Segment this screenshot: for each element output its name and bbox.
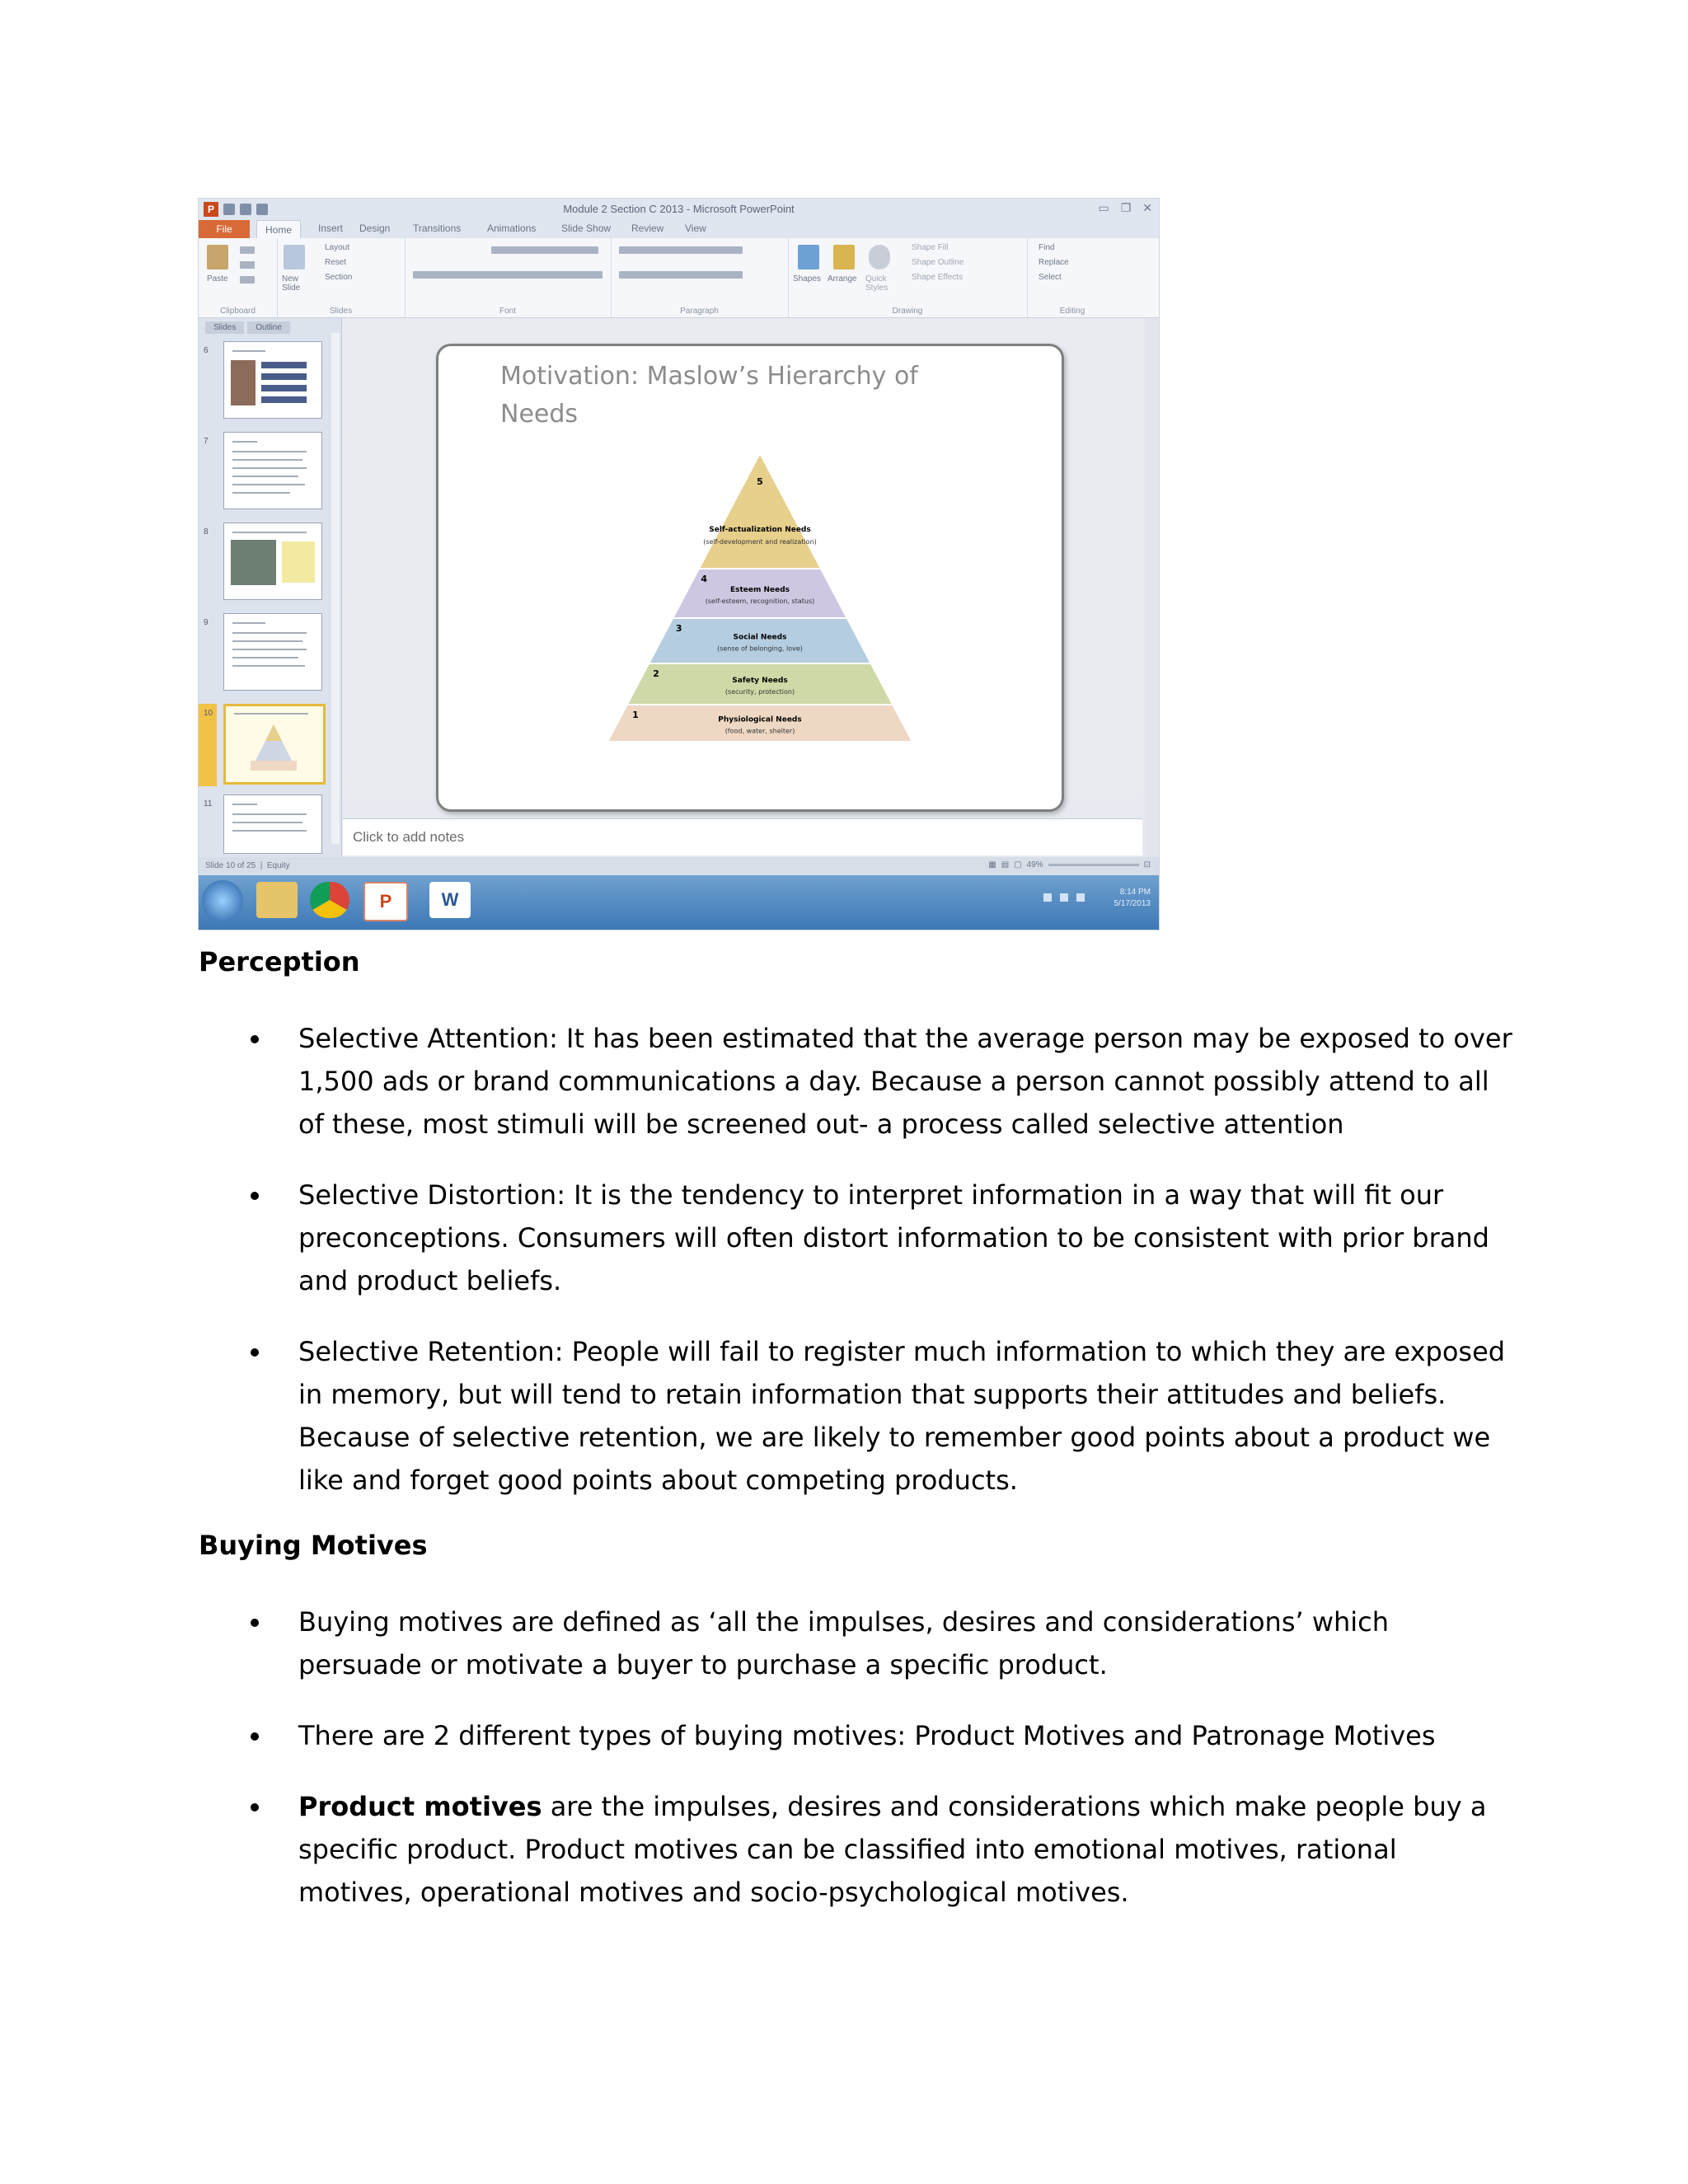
thumbnail-number: 11 xyxy=(204,799,213,808)
pyramid-tier-description: (self-development and realization) xyxy=(703,538,817,546)
arrange-icon[interactable] xyxy=(833,245,855,269)
start-button[interactable] xyxy=(202,880,243,921)
pyramid-level-number: 2 xyxy=(653,668,659,679)
select-button[interactable]: Select xyxy=(1039,273,1062,282)
maslow-pyramid-diagram xyxy=(607,453,921,750)
slide-counter: Slide 10 of 25 xyxy=(205,861,256,870)
slide-title[interactable] xyxy=(500,358,962,434)
tab-slides[interactable]: Slides xyxy=(205,321,244,334)
pyramid-tier-name: Safety Needs xyxy=(732,677,788,685)
tab-design[interactable]: Design xyxy=(359,223,391,234)
system-clock[interactable] xyxy=(1114,887,1151,910)
new-slide-label: New Slide xyxy=(282,274,301,293)
alignment-buttons[interactable] xyxy=(619,271,743,279)
shapes-icon[interactable] xyxy=(798,245,819,269)
bold-term: Product motives xyxy=(298,1791,542,1822)
section-heading: Buying Motives xyxy=(199,1530,428,1561)
slide-thumbnail[interactable] xyxy=(199,613,331,696)
ribbon xyxy=(199,238,1159,318)
section-heading: Perception xyxy=(199,946,360,977)
thumbnail-number: 8 xyxy=(204,527,209,537)
font-format-buttons[interactable] xyxy=(413,271,603,279)
replace-button[interactable]: Replace xyxy=(1039,258,1069,267)
window-title: Module 2 Section C 2013 - Microsoft PowerPoint xyxy=(563,203,795,215)
tab-animations[interactable]: Animations xyxy=(487,223,537,234)
group-font xyxy=(405,238,612,317)
tray-icon[interactable] xyxy=(1060,893,1068,902)
tab-slide-show[interactable]: Slide Show xyxy=(561,223,612,234)
window-controls xyxy=(1098,201,1152,215)
list-item: Selective Distortion: It is the tendency to interpret information in a way that will fit our preconceptions. Consumers will often distort information to be consistent with prior brand and product beliefs. xyxy=(199,1174,1517,1302)
group-slides xyxy=(277,238,406,317)
pyramid-tier-name: Social Needs xyxy=(733,633,787,642)
thumbnail-number: 9 xyxy=(204,618,209,627)
slide-thumbnail[interactable] xyxy=(199,341,331,424)
current-slide[interactable] xyxy=(436,344,1064,812)
bullet-list xyxy=(199,1017,1517,1530)
pyramid-tier-5 xyxy=(699,453,821,569)
zoom-level: 49% xyxy=(1026,860,1043,869)
powerpoint-taskbar-icon[interactable]: P xyxy=(363,882,408,921)
arrange-label: Arrange xyxy=(828,274,857,284)
group-label: Editing xyxy=(1059,307,1085,316)
tab-transitions[interactable]: Transitions xyxy=(413,223,462,234)
pyramid-level-number: 5 xyxy=(757,476,763,487)
tray-icon[interactable] xyxy=(1043,893,1052,902)
copy-icon[interactable] xyxy=(240,261,255,269)
group-label: Clipboard xyxy=(220,307,256,316)
paste-icon[interactable] xyxy=(207,245,228,269)
close-icon[interactable]: ✕ xyxy=(1142,201,1152,214)
pyramid-tier-name: Esteem Needs xyxy=(729,586,790,594)
group-clipboard xyxy=(199,238,278,317)
group-paragraph xyxy=(611,238,789,317)
list-buttons[interactable] xyxy=(619,246,743,254)
shapes-label: Shapes xyxy=(793,274,821,284)
paste-label: Paste xyxy=(207,274,228,284)
quick-styles-label: Quick Styles xyxy=(865,274,889,293)
minimize-icon[interactable]: ▭ xyxy=(1098,201,1109,214)
tab-home[interactable]: Home xyxy=(256,220,301,239)
notes-pane[interactable] xyxy=(343,818,1142,855)
slide-thumbnail[interactable] xyxy=(199,432,331,514)
tab-outline[interactable]: Outline xyxy=(247,321,290,334)
reset-button[interactable]: Reset xyxy=(325,258,347,267)
tab-insert[interactable]: Insert xyxy=(318,223,344,234)
pyramid-tier-name: Self-actualization Needs xyxy=(709,526,811,534)
theme-name: Equity xyxy=(266,861,290,870)
restore-icon[interactable]: ❐ xyxy=(1120,201,1132,214)
new-slide-icon[interactable] xyxy=(284,245,305,269)
ribbon-tabs xyxy=(199,220,1159,238)
system-tray-icons xyxy=(1043,893,1085,902)
list-item: There are 2 different types of buying motives: Product Motives and Patronage Motives xyxy=(199,1714,1517,1757)
pyramid-tier-description: (self-esteem, recognition, status) xyxy=(705,598,815,605)
group-label: Drawing xyxy=(892,307,923,316)
pyramid-level-number: 3 xyxy=(675,623,682,634)
thumbnail-preview xyxy=(223,613,322,691)
windows-taskbar xyxy=(199,875,1159,930)
layout-button[interactable]: Layout xyxy=(325,243,350,252)
panel-tabs xyxy=(205,321,290,334)
pyramid-tier-description: (food, water, shelter) xyxy=(724,727,795,735)
clock-time: 8:14 PM xyxy=(1119,888,1151,897)
thumbnail-preview xyxy=(223,794,322,854)
tab-view[interactable]: View xyxy=(685,223,706,234)
thumbnail-preview xyxy=(223,341,322,419)
pyramid-tier-name: Physiological Needs xyxy=(718,715,802,724)
group-label: Font xyxy=(499,307,516,316)
shape-effects-button[interactable]: Shape Effects xyxy=(912,273,964,282)
thumbnail-pyramid-icon xyxy=(249,723,298,772)
slide-thumbnail-selected[interactable] xyxy=(199,704,331,786)
powerpoint-screenshot xyxy=(198,198,1160,930)
list-item: Selective Retention: People will fail to register much information to which they are exposed in memory, but will tend to retain information that supports their attitudes and beliefs. Because of selective retention, we are likely to remember good points about a product we like and forget good points about competing products. xyxy=(199,1330,1517,1502)
group-editing xyxy=(1027,238,1118,317)
pyramid-level-number: 1 xyxy=(632,710,639,720)
thumbnail-preview xyxy=(223,523,322,600)
panel-scrollbar[interactable] xyxy=(331,333,340,844)
tray-icon[interactable] xyxy=(1076,893,1085,902)
normal-view-icon[interactable]: ▦ xyxy=(988,860,996,869)
thumbnail-number: 6 xyxy=(204,346,209,355)
find-button[interactable]: Find xyxy=(1039,243,1055,252)
slides-panel xyxy=(199,318,342,857)
quick-styles-icon[interactable] xyxy=(869,245,890,269)
thumbnail-preview xyxy=(223,432,322,509)
chrome-icon[interactable] xyxy=(310,882,349,918)
fit-slide-icon[interactable]: ⊡ xyxy=(1143,860,1151,869)
pyramid-tier-description: (security, protection) xyxy=(724,688,795,696)
status-bar: Slide 10 of 25 | Equity ▦ ▤ ▢ 49% ⊡ xyxy=(199,857,1159,875)
title-bar xyxy=(199,199,1159,220)
clock-date: 5/17/2013 xyxy=(1114,899,1151,908)
slide-scrollbar[interactable] xyxy=(1145,318,1158,857)
explorer-icon[interactable] xyxy=(256,882,298,918)
list-item: Buying motives are defined as ‘all the impulses, desires and considerations’ which persuade or motivate a buyer to purchase a specific product. xyxy=(199,1601,1517,1686)
tab-file[interactable]: File xyxy=(199,220,250,238)
list-item-text: are the impulses, desires and considerations which make people buy a specific product. Product motives can be classified into emotional motives, rational motives, operational motives and socio-psychological motives. xyxy=(298,1791,1487,1908)
thumbnail-preview xyxy=(223,704,326,785)
group-label: Paragraph xyxy=(680,307,719,316)
group-label: Slides xyxy=(329,307,353,316)
cut-icon[interactable] xyxy=(240,246,255,254)
zoom-slider[interactable] xyxy=(1048,864,1139,866)
sorter-view-icon[interactable]: ▤ xyxy=(1001,860,1010,869)
thumbnail-number: 7 xyxy=(204,437,209,446)
thumbnail-number: 10 xyxy=(204,709,213,718)
pyramid-level-number: 4 xyxy=(701,574,707,584)
shape-outline-button[interactable]: Shape Outline xyxy=(912,258,964,267)
list-item: Selective Attention: It has been estimated that the average person may be exposed to over 1,500 ads or brand communications a day. Because a person cannot possibly attend to all of these, most stimuli will be screened out- a process called selective attention xyxy=(199,1017,1517,1146)
group-drawing xyxy=(788,238,1028,317)
font-size-controls[interactable] xyxy=(491,246,598,254)
powerpoint-logo-icon: P xyxy=(204,202,218,217)
section-button[interactable]: Section xyxy=(325,273,353,282)
format-painter-icon[interactable] xyxy=(240,276,255,284)
shape-fill-button[interactable]: Shape Fill xyxy=(912,243,949,252)
pyramid-tier-description: (sense of belonging, love) xyxy=(717,644,803,653)
slide-thumbnail[interactable] xyxy=(199,523,331,605)
reading-view-icon[interactable]: ▢ xyxy=(1014,860,1022,869)
tab-review[interactable]: Review xyxy=(631,223,664,234)
bullet-list xyxy=(199,1601,1517,1942)
slide-title-line: Needs xyxy=(500,400,579,429)
notes-placeholder: Click to add notes xyxy=(353,829,465,845)
slide-title-line: Motivation: Maslow’s Hierarchy of xyxy=(500,362,918,391)
word-taskbar-icon[interactable]: W xyxy=(429,882,471,918)
list-item xyxy=(199,1785,1517,1914)
